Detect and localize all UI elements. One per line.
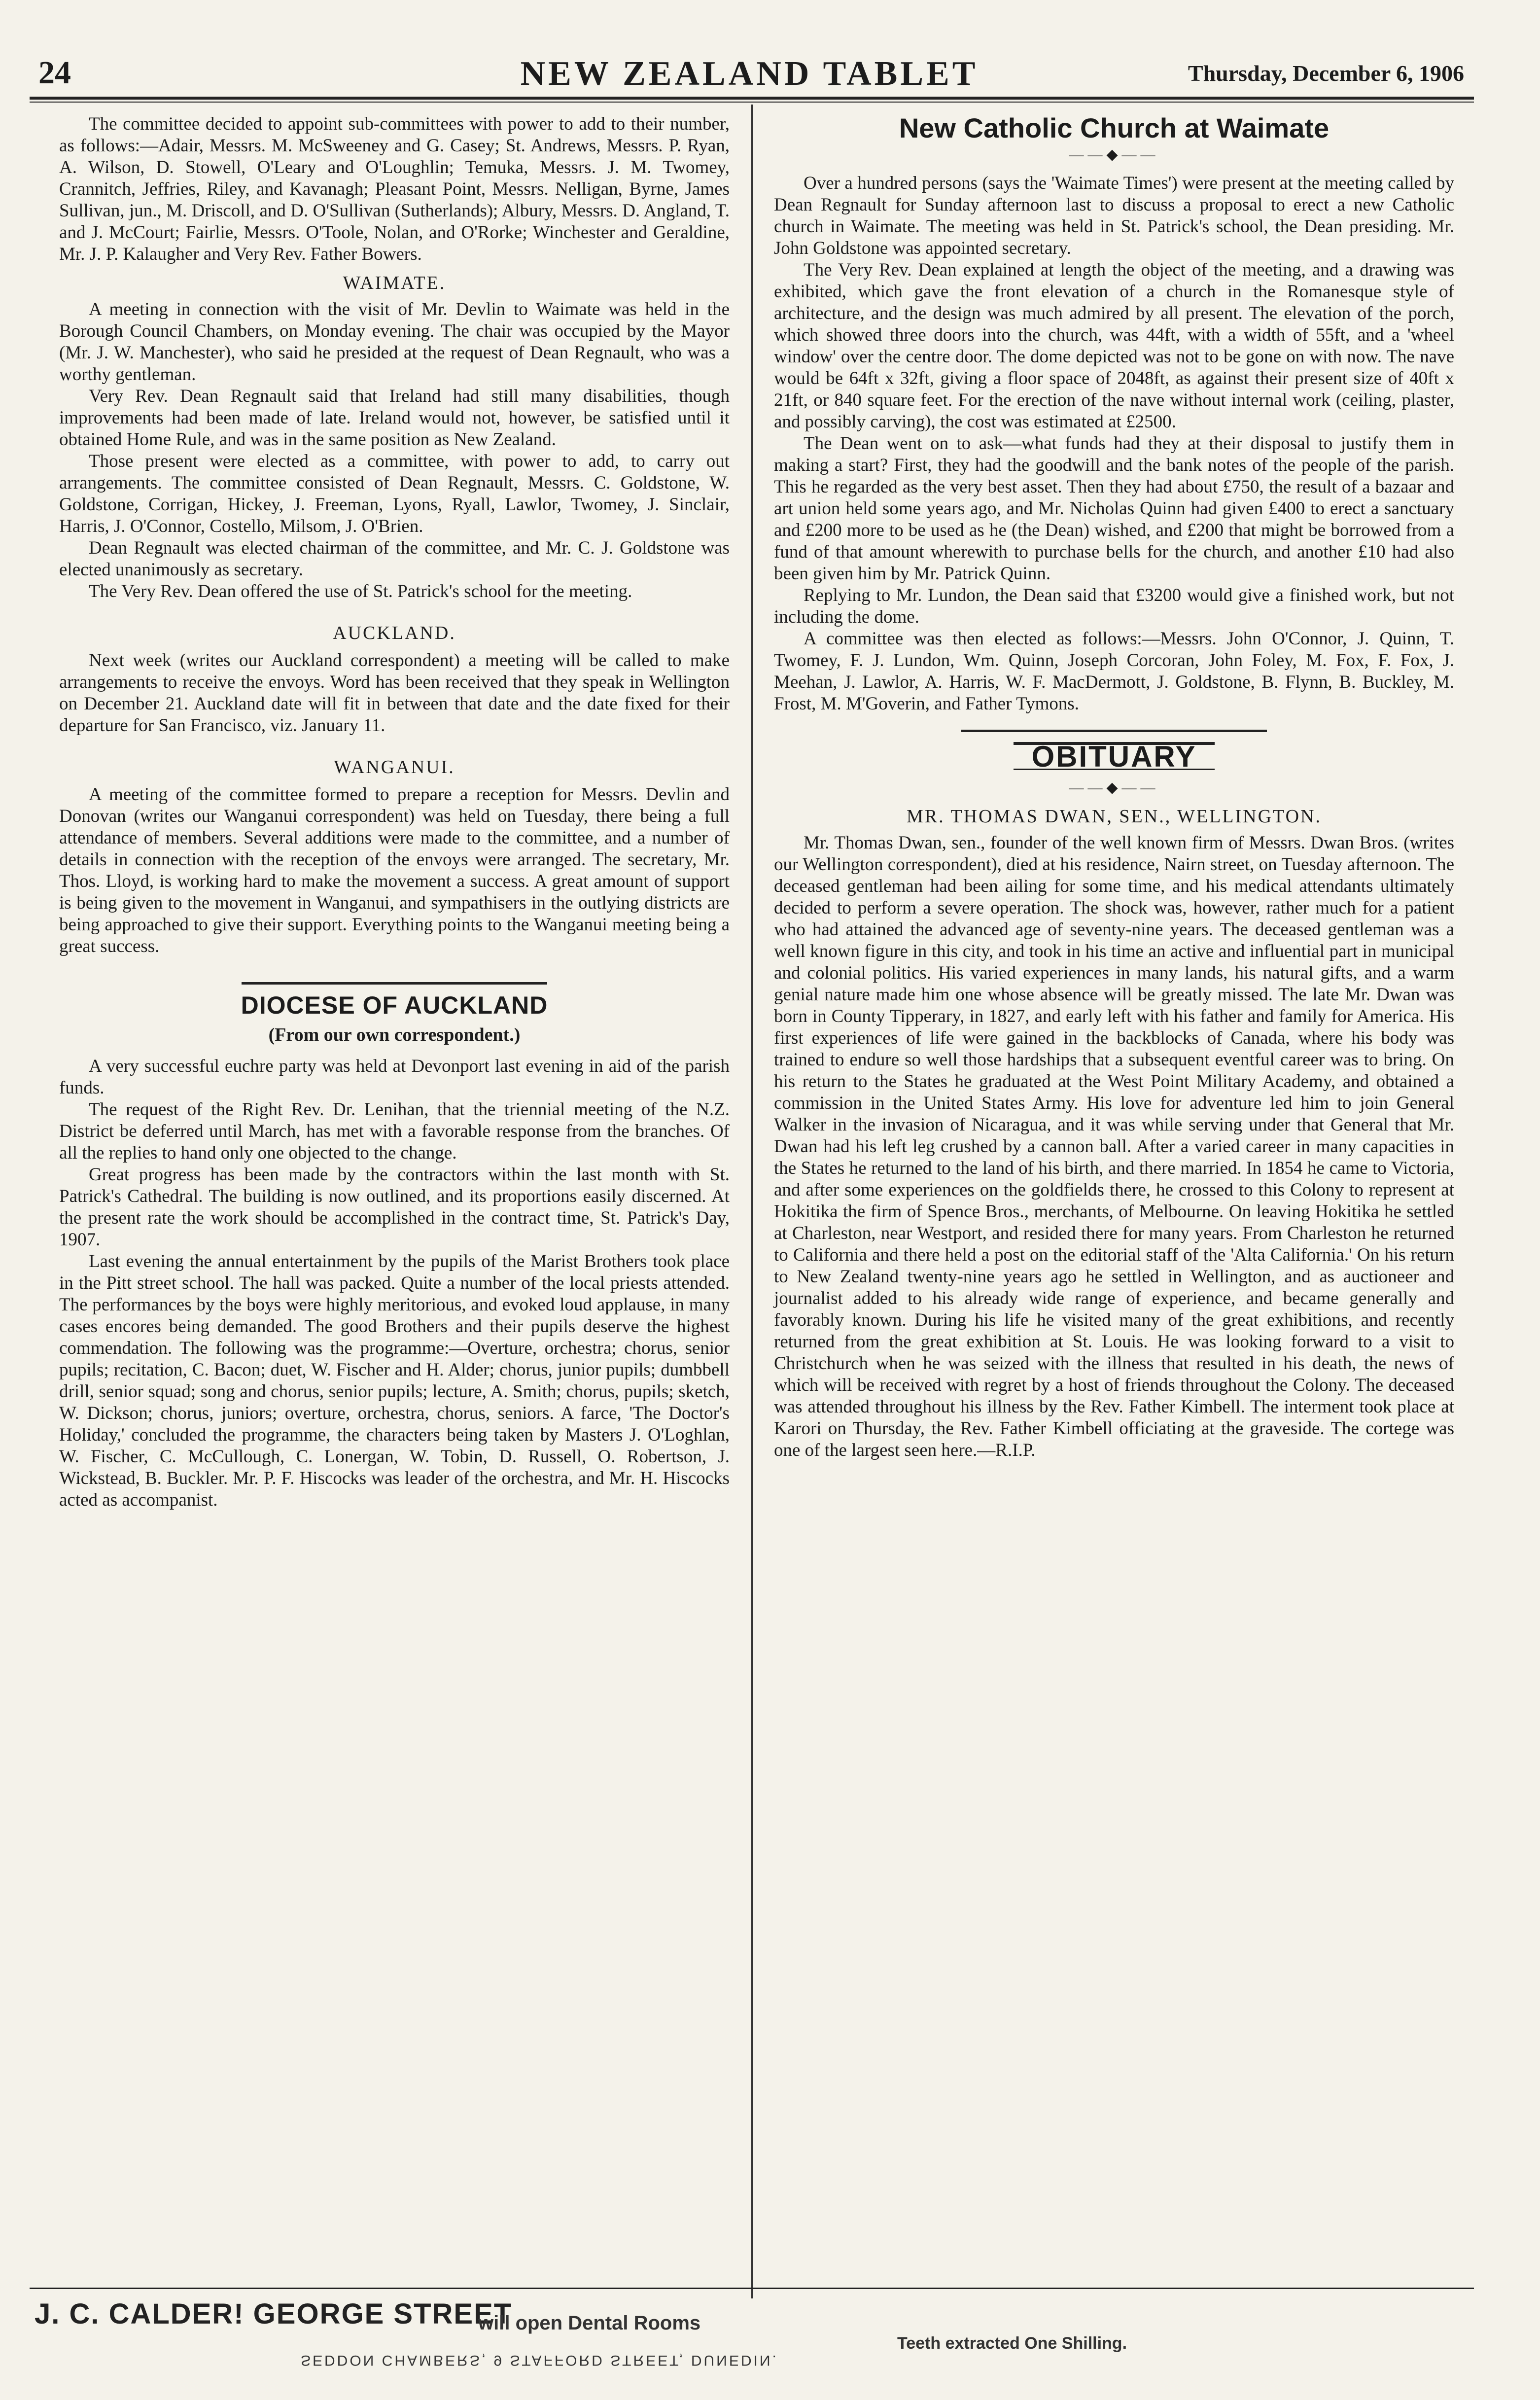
correspondent-line: (From our own correspondent.) (268, 1024, 521, 1045)
waimate-paragraph: Those present were elected as a committee, with power to add, to carry out arrangements. The committee consisted of Dean Regnault, Messrs. C. Goldstone, W. Goldstone, Corrigan, Hickey, J. Freeman, Lyons, Ryall, Lawlor, Twomey, J. Sinclair, Harris, J. O'Connor, Costello, Milsom, J. O'Brien. (59, 451, 730, 536)
church-paragraph: Replying to Mr. Lundon, the Dean said that £3200 would give a finished work, but not including the dome. (774, 585, 1454, 627)
masthead: NEW ZEALAND TABLET (520, 55, 979, 93)
obituary-heading-box (774, 742, 1454, 772)
ad-teeth-extracted: Teeth extracted One Shilling. (897, 2334, 1127, 2353)
church-paragraph: The Dean went on to ask—what funds had they at their disposal to justify them in making a start? First, they had the goodwill and the bank notes of the people of the parish. This he regarded as the very best asset. Then they had about £750, the result of a bazaar and art union held some years ago, and Mr. Nicholas Quinn had given £400 to erect a sanctuary and £200 more to be used as he (the Dean) wished, and £200 that might be borrowed from a fund of that amount wherewith to purchase bells for the church, and another £10 had also been given him by Mr. Patrick Quinn. (774, 433, 1454, 584)
ad-calder: J. C. CALDER! GEORGE STREET (35, 2298, 513, 2330)
right-column (774, 113, 1454, 1461)
page-header (35, 54, 1464, 94)
obituary-heading: OBITUARY (1014, 742, 1214, 770)
waimate-paragraph: A meeting in connection with the visit of Mr. Devlin to Waimate was held in the Borough Council Chambers, on Monday evening. The chair was occupied by the Mayor (Mr. J. W. Manchester), who said he presided at the request of Dean Regnault, who was a worthy gentleman. (59, 299, 730, 385)
left-column (59, 113, 730, 1511)
church-heading: New Catholic Church at Waimate (899, 112, 1330, 143)
waimate-paragraph: Dean Regnault was elected chairman of the committee, and Mr. C. J. Goldstone was elected unanimously as secretary. (59, 538, 730, 580)
ad-dental-rooms: will open Dental Rooms (478, 2312, 701, 2334)
diocese-heading: DIOCESE OF AUCKLAND (241, 991, 548, 1019)
waimate-paragraph: The Very Rev. Dean offered the use of St. Patrick's school for the meeting. (89, 581, 632, 601)
diocese-paragraph: Great progress has been made by the contractors within the last month with St. Patrick's Cathedral. The building is now outlined, and its proportions easily discerned. At the present rate the work should be accomplished in the contract time, St. Patrick's Day, 1907. (59, 1165, 730, 1250)
auckland-subhead: AUCKLAND. (333, 623, 456, 643)
committee-paragraph: The committee decided to appoint sub-committees with power to add to their number, as follows:—Adair, Messrs. M. McSweeney and G. Casey; St. Andrews, Messrs. P. Ryan, A. Wilson, D. Stowell, O'Leary and O'Loughlin; Temuka, Messrs. J. M. Twomey, Crannitch, Jeffries, Riley, and Kavanagh; Pleasant Point, Messrs. Nelligan, Byrne, James Sullivan, jun., M. Driscoll, and D. O'Sullivan (Sutherlands); Albury, Messrs. D. Angland, T. and J. McCourt; Fairlie, Messrs. O'Toole, Nolan, and O'Rorke; Winchester and Geraldine, Mr. J. P. Kalaugher and Very Rev. Father Bowers. (59, 114, 730, 264)
wanganui-paragraph: A meeting of the committee formed to prepare a reception for Messrs. Devlin and Donovan (writes our Wanganui correspondent) was held on Tuesday, there being a full attendance of members. Several additions were made to the committee, and a number of details in connection with the reception of the envoys were arranged. The secretary, Mr. Thos. Lloyd, is working hard to make the movement a success. A great amount of support is being given to the movement in Wanganui, and sympathisers in the outlying districts are being approached to give their support. Everything points to the Wanganui meeting being a great success. (59, 784, 730, 956)
diocese-paragraph: The request of the Right Rev. Dr. Lenihan, that the triennial meeting of the N.Z. District be deferred until March, has met with a favorable response from the branches. Of all the replies to hand only one objected to the change. (59, 1099, 730, 1163)
section-rule (961, 730, 1267, 732)
issue-date: Thursday, December 6, 1906 (1188, 61, 1464, 86)
church-paragraph: Over a hundred persons (says the 'Waimate Times') were present at the meeting called by Dean Regnault for Sunday afternoon last to discuss a proposal to erect a new Catholic church in Waimate. The meeting was held in St. Patrick's school, the Dean presiding. Mr. John Goldstone was appointed secretary. (774, 173, 1454, 258)
waimate-subhead: WAIMATE. (343, 273, 446, 293)
obituary-paragraph: Mr. Thomas Dwan, sen., founder of the well known firm of Messrs. Dwan Bros. (writes our Wellington correspondent), died at his residence, Nairn street, on Tuesday afternoon. The deceased gentleman had been ailing for some time, and his medical attendants ultimately decided to perform a severe operation. The shock was, however, rather much for a patient who had attained the advanced age of seventy-nine years. The deceased gentleman was a well known figure in this city, and took in his time an active and influential part in municipal and colonial politics. His varied experiences in many lands, his natural gifts, and a warm genial nature made him one whose absence will be greatly missed. The late Mr. Dwan was born in County Tipperary, in 1827, and early left with his father and family for America. His first experiences of life were gained in the backblocks of Canada, where his body was trained to endure so well those hardships that a subsequent eventful career was to bring. On his return to the States he graduated at the West Point Military Academy, and obtained a commission in the United States Army. His love for adventure led him to join General Walker in the invasion of Nicaragua, and it was while serving under that General that Mr. Dwan had his left leg crushed by a cannon ball. After a varied career in many capacities in the States he returned to the land of his birth, and there married. In 1854 he came to Victoria, and after some experiences on the goldfields there, he crossed to this Colony to represent at Hokitika the firm of Spence Bros., merchants, of Melbourne. On leaving Hokitika he settled at Charleston, near Westport, and resided there for many years. From Charleston he returned to California and there held a post on the editorial staff of the 'Alta California.' On his return to New Zealand twenty-nine years ago he settled in Wellington, and as auctioneer and journalist added to his already wide range of experience, and became generally and favorably known. During his life he visited many of the great exhibitions, and recently returned from the great exhibition at St. Louis. He was looking forward to a visit to Christchurch when he was seized with the illness that resulted in his death, the news of which will be received with regret by a host of friends throughout the Colony. The deceased was attended throughout his illness by the Rev. Father Kimbell. The interment took place at Karori on Thursday, the Rev. Father Kimbell officiating at the graveside. The cortege was one of the largest seen here.—R.I.P. (774, 833, 1454, 1460)
diocese-paragraph: Last evening the annual entertainment by the pupils of the Marist Brothers took place in the Pitt street school. The hall was packed. Quite a number of the local priests attended. The performances by the boys were highly meritorious, and evoked loud applause, in many cases encores being demanded. The good Brothers and their pupils deserve the highest commendation. The following was the programme:—Overture, orchestra; chorus, senior pupils; recitation, C. Bacon; duet, W. Fischer and H. Alder; chorus, junior pupils; dumbbell drill, senior squad; song and chorus, senior pupils; lecture, A. Smith; chorus, pupils; sketch, W. Dickson; chorus, juniors; overture, orchestra, chorus, seniors. A farce, 'The Doctor's Holiday,' concluded the programme, the characters being taken by Masters J. O'Loghlan, W. Fischer, C. McCullough, C. Lonergan, W. Tobin, D. Russell, O. Robertson, J. Wickstead, B. Buckler. Mr. P. F. Hiscocks was leader of the orchestra, and Mr. H. Hiscocks acted as accompanist. (59, 1251, 730, 1510)
wanganui-subhead: WANGANUI. (334, 757, 455, 777)
page-number: 24 (38, 55, 71, 91)
footer-rule (30, 2288, 1474, 2289)
church-paragraph: A committee was then elected as follows:—Messrs. John O'Connor, J. Quinn, T. Twomey, F. J. Lundon, Wm. Quinn, Joseph Corcoran, John Foley, M. Fox, F. Fox, J. Meehan, J. Lawlor, A. Harris, W. F. MacDermott, J. Goldstone, B. Flynn, B. Buckley, M. Frost, M. M'Goverin, and Father Tymons. (774, 629, 1454, 714)
ornament-divider: ——◆—— (1069, 146, 1159, 163)
advertisement-strip (35, 2297, 1474, 2376)
column-divider (751, 105, 753, 2298)
waimate-paragraph: Very Rev. Dean Regnault said that Ireland had still many disabilities, though improvements had been made of late. Ireland would not, however, be satisfied until it obtained Home Rule, and was in the same position as New Zealand. (59, 386, 730, 450)
diocese-paragraph: A very successful euchre party was held at Devonport last evening in aid of the parish funds. (59, 1056, 730, 1098)
ornament-divider: ——◆—— (1069, 779, 1159, 796)
header-rule (30, 97, 1474, 100)
church-paragraph: The Very Rev. Dean explained at length the object of the meeting, and a drawing was exhibited, which gave the front elevation of a church in the Romanesque style of architecture, and the design was much admired by all present. The elevation of the porch, which showed three doors into the church, was 44ft, with a width of 55ft, and a 'wheel window' over the centre door. The dome depicted was not to be gone on with now. The nave would be 64ft x 32ft, giving a floor space of 2048ft, as against their present size of 40ft x 21ft, or 840 square feet. For the erection of the nave without internal work (ceiling, plaster, and possibly carving), the cost was estimated at £2500. (774, 260, 1454, 432)
section-rule (242, 982, 547, 985)
header-rule-thin (30, 102, 1474, 103)
dwan-subhead: MR. THOMAS DWAN, SEN., WELLINGTON. (907, 806, 1322, 827)
auckland-paragraph: Next week (writes our Auckland correspondent) a meeting will be called to make arrangements to receive the envoys. Word has been received that they speak in Wellington on December 21. Auckland date will fit in between that date and the date fixed for their departure for San Francisco, viz. January 11. (59, 650, 730, 736)
ad-seddon-chambers: SEDDON CHAMBERS, 9 STAFFORD STREET, DUNEDIN. (301, 2352, 778, 2368)
